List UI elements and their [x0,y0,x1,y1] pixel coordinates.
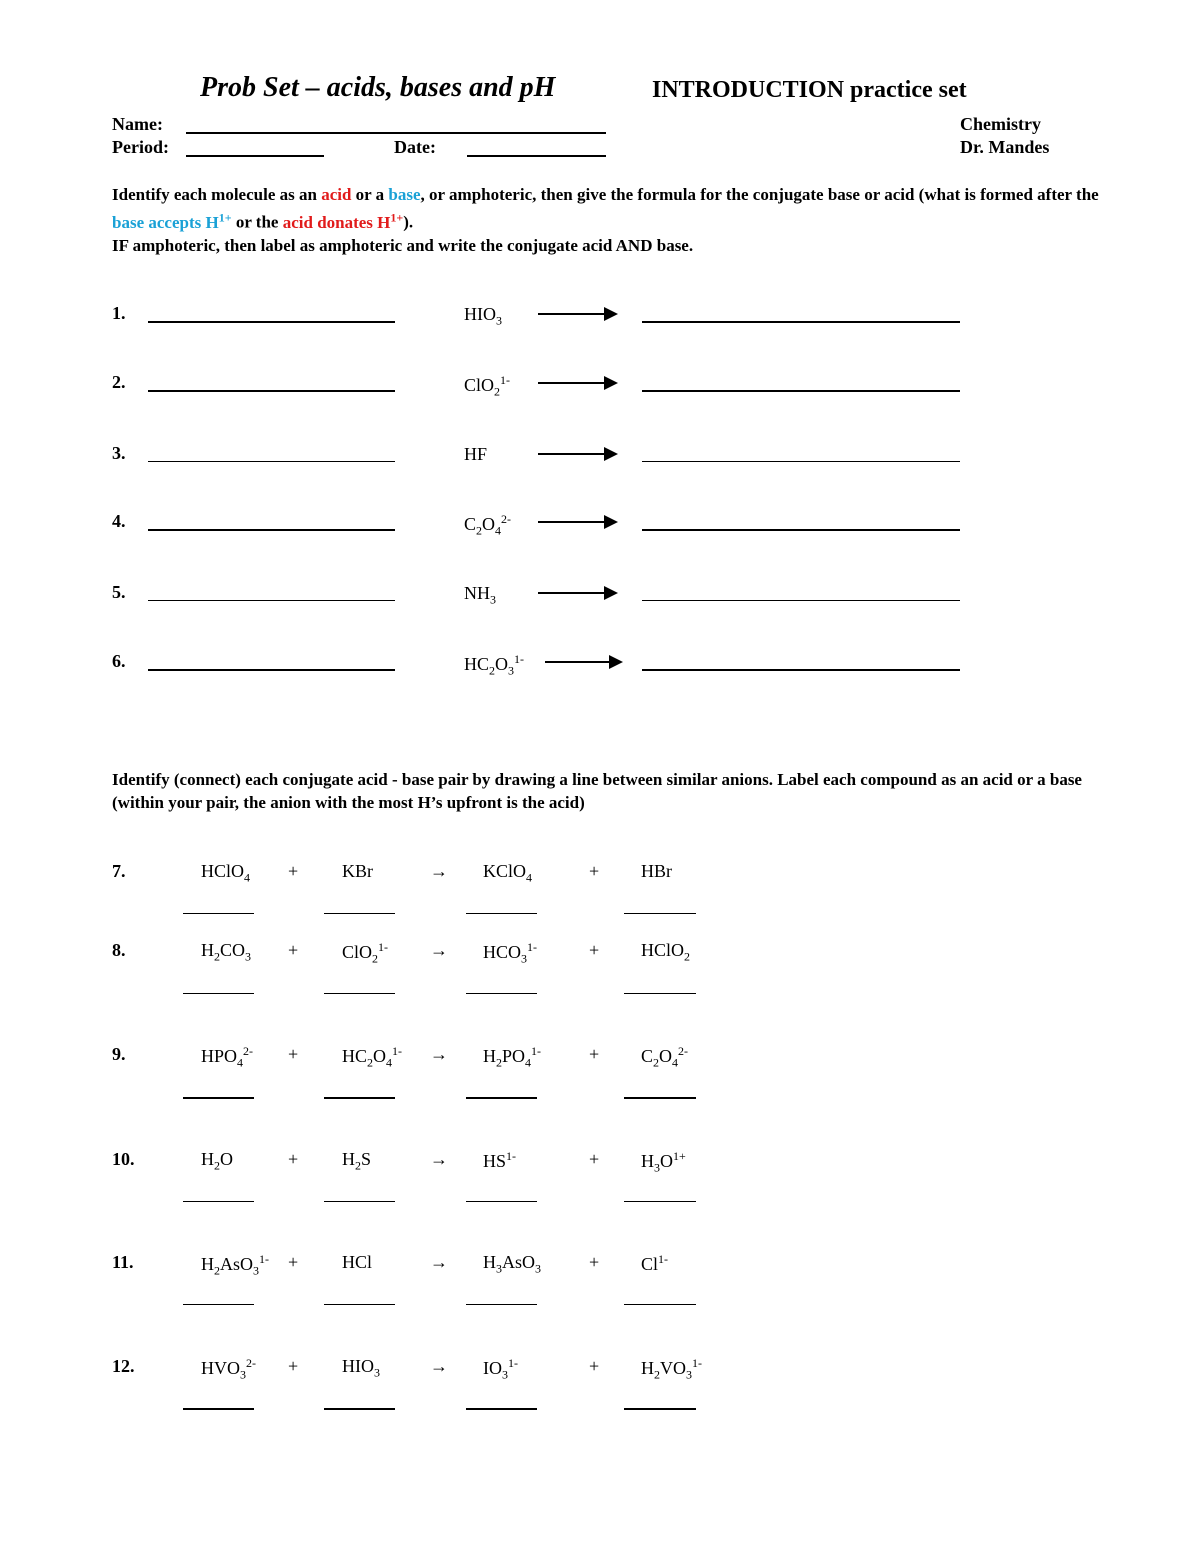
question-number: 2. [112,372,126,392]
conjugate-answer-blank[interactable] [642,669,960,671]
conjugate-answer-blank[interactable] [642,321,960,323]
reactant-2: KBr [342,861,373,881]
molecule-formula: $C_2O_4^{2-}$ [464,512,512,538]
reaction-arrow [538,583,618,603]
question-number: 6. [112,651,126,671]
question-number: 9. [112,1044,126,1064]
question-number: 12. [112,1356,135,1376]
product-1: $HS^{1-}$ [483,1149,517,1171]
product-1: $HCO_3^{1-}$ [483,940,538,966]
acid-base-label-blank[interactable] [183,1201,254,1202]
base-accepts-phrase: base accepts $H^{1+}$ [112,210,232,232]
acid-base-label-blank[interactable] [183,913,254,914]
acid-base-label-blank[interactable] [183,1097,254,1099]
yields-arrow: → [430,1149,448,1169]
question-number: 4. [112,511,126,531]
conjugate-answer-blank[interactable] [642,600,960,601]
conjugate-answer-blank[interactable] [642,390,960,392]
acid-base-label-blank[interactable] [466,993,537,994]
acid-base-label-blank[interactable] [624,1304,696,1305]
instructions-amphoteric: IF amphoteric, then label as amphoteric and write the conjugate acid AND base. [112,236,694,255]
answer-blank-type[interactable] [148,669,395,671]
acid-base-label-blank[interactable] [324,993,395,994]
arrow-shaft [538,313,608,315]
acid-base-label-blank[interactable] [183,1408,254,1410]
instructions-part2: Identify (connect) each conjugate acid - base pair by drawing a line between similar anions. Label each compound as an acid or a base (within your pair, the anion with the most H’s upfront is the acid) [112,770,1082,812]
acid-base-label-blank[interactable] [466,1304,537,1305]
molecule-formula: $HC_2O_3^{1-}$ [464,652,525,678]
arrow-head [604,515,618,529]
product-2: HClO$_2$ [641,940,691,964]
product-1: $H_2PO_4^{1-}$ [483,1044,542,1070]
question-number: 11. [112,1252,134,1272]
question-number: 8. [112,940,126,960]
answer-blank-type[interactable] [148,390,395,392]
acid-base-label-blank[interactable] [324,1304,395,1305]
acid-base-label-blank[interactable] [624,1097,696,1099]
reactant-2: HCl [342,1252,373,1272]
arrow-head [609,655,623,669]
yields-arrow: → [430,940,448,960]
course-name: Chemistry [960,114,1041,134]
answer-blank-type[interactable] [148,529,395,531]
acid-base-label-blank[interactable] [324,913,395,914]
reaction-arrow [545,652,623,672]
reactant-1: HClO$_4$ [201,861,251,885]
question-number: 7. [112,861,126,881]
name-label: Name: [112,114,163,134]
product-2: $H_3O^{1+}$ [641,1149,686,1175]
arrow-head [604,586,618,600]
plus-sign: + [589,1044,600,1064]
plus-sign: + [288,861,299,881]
answer-blank-type[interactable] [148,321,395,323]
plus-sign: + [288,1356,299,1376]
arrow-shaft [538,382,608,384]
plus-sign: + [589,1149,600,1169]
arrow-head [604,447,618,461]
question-number: 10. [112,1149,135,1169]
answer-blank-type[interactable] [148,461,395,462]
arrow-shaft [538,453,608,455]
period-label: Period: [112,137,169,157]
acid-word: acid [321,185,352,204]
yields-arrow: → [430,1356,448,1376]
conjugate-answer-blank[interactable] [642,529,960,531]
acid-base-label-blank[interactable] [466,1408,537,1410]
plus-sign: + [288,1044,299,1064]
date-label: Date: [394,137,436,157]
product-2: HBr [641,861,672,881]
molecule-formula: $HIO_3$ [464,304,502,328]
plus-sign: + [589,1252,600,1272]
yields-arrow: → [430,861,448,881]
product-1: $IO_3^{1-}$ [483,1356,518,1382]
product-2: $C_2O_4^{2-}$ [641,1044,689,1070]
teacher-name: Dr. Mandes [960,137,1050,157]
reactant-2: $H_2S$ [342,1149,372,1173]
arrow-head [604,376,618,390]
plus-sign: + [589,861,600,881]
product-2: $Cl^{1-}$ [641,1252,669,1274]
plus-sign: + [589,940,600,960]
yields-arrow: → [430,1252,448,1272]
conjugate-answer-blank[interactable] [642,461,960,462]
period-field[interactable] [186,155,324,157]
reactant-2: $HC_2O_4^{1-}$ [342,1044,403,1070]
answer-blank-type[interactable] [148,600,395,601]
plus-sign: + [288,1252,299,1272]
base-word: base [388,185,421,204]
arrow-head [604,307,618,321]
reactant-1: $H_2O$ [201,1149,233,1173]
question-number: 5. [112,582,126,602]
acid-base-label-blank[interactable] [624,1408,696,1410]
reactant-2: $HIO_3$ [342,1356,380,1380]
reactant-2: ClO$_2^{1-}$ [342,940,389,966]
arrow-shaft [538,592,608,594]
acid-donates-phrase: acid donates $H^{1+}$ [282,210,404,232]
acid-base-label-blank[interactable] [183,993,254,994]
plus-sign: + [288,1149,299,1169]
acid-base-label-blank[interactable] [466,1097,537,1099]
question-number: 3. [112,443,126,463]
reaction-arrow [538,444,618,464]
acid-base-label-blank[interactable] [624,913,696,914]
product-1: $H_3AsO_3$ [483,1252,542,1276]
molecule-formula: HF [464,444,488,464]
reactant-1: $H_2CO_3$ [201,940,252,964]
name-field[interactable] [186,132,606,134]
reactant-1: $HPO_4^{2-}$ [201,1044,254,1070]
reaction-arrow [538,373,618,393]
plus-sign: + [589,1356,600,1376]
worksheet-subtitle: INTRODUCTION practice set [652,77,967,103]
reactant-1: $H_2AsO_3^{1-}$ [201,1252,270,1278]
acid-base-label-blank[interactable] [466,913,537,914]
date-field[interactable] [467,155,606,157]
product-1: KClO$_4$ [483,861,533,885]
acid-base-label-blank[interactable] [183,1304,254,1305]
acid-base-label-blank[interactable] [624,1201,696,1202]
acid-base-label-blank[interactable] [324,1097,395,1099]
yields-arrow: → [430,1044,448,1064]
acid-base-label-blank[interactable] [324,1201,395,1202]
worksheet-title: Prob Set – acids, bases and pH [200,72,556,103]
instructions-part1: Identify each molecule as an acid or a base, or amphoteric, then give the formula for the conjugate base or acid (what is formed after the base accepts $H^{1+}$ or the acid donates $H^{1+}$). [112,185,1099,232]
acid-base-label-blank[interactable] [624,993,696,994]
arrow-shaft [538,521,608,523]
reactant-1: $HVO_3^{2-}$ [201,1356,256,1382]
product-2: $H_2VO_3^{1-}$ [641,1356,702,1382]
acid-base-label-blank[interactable] [324,1408,395,1410]
reaction-arrow [538,304,618,324]
question-number: 1. [112,303,126,323]
plus-sign: + [288,940,299,960]
arrow-shaft [545,661,613,663]
molecule-formula: ClO$_2^{1-}$ [464,373,511,399]
acid-base-label-blank[interactable] [466,1201,537,1202]
molecule-formula: $NH_3$ [464,583,496,607]
reaction-arrow [538,512,618,532]
